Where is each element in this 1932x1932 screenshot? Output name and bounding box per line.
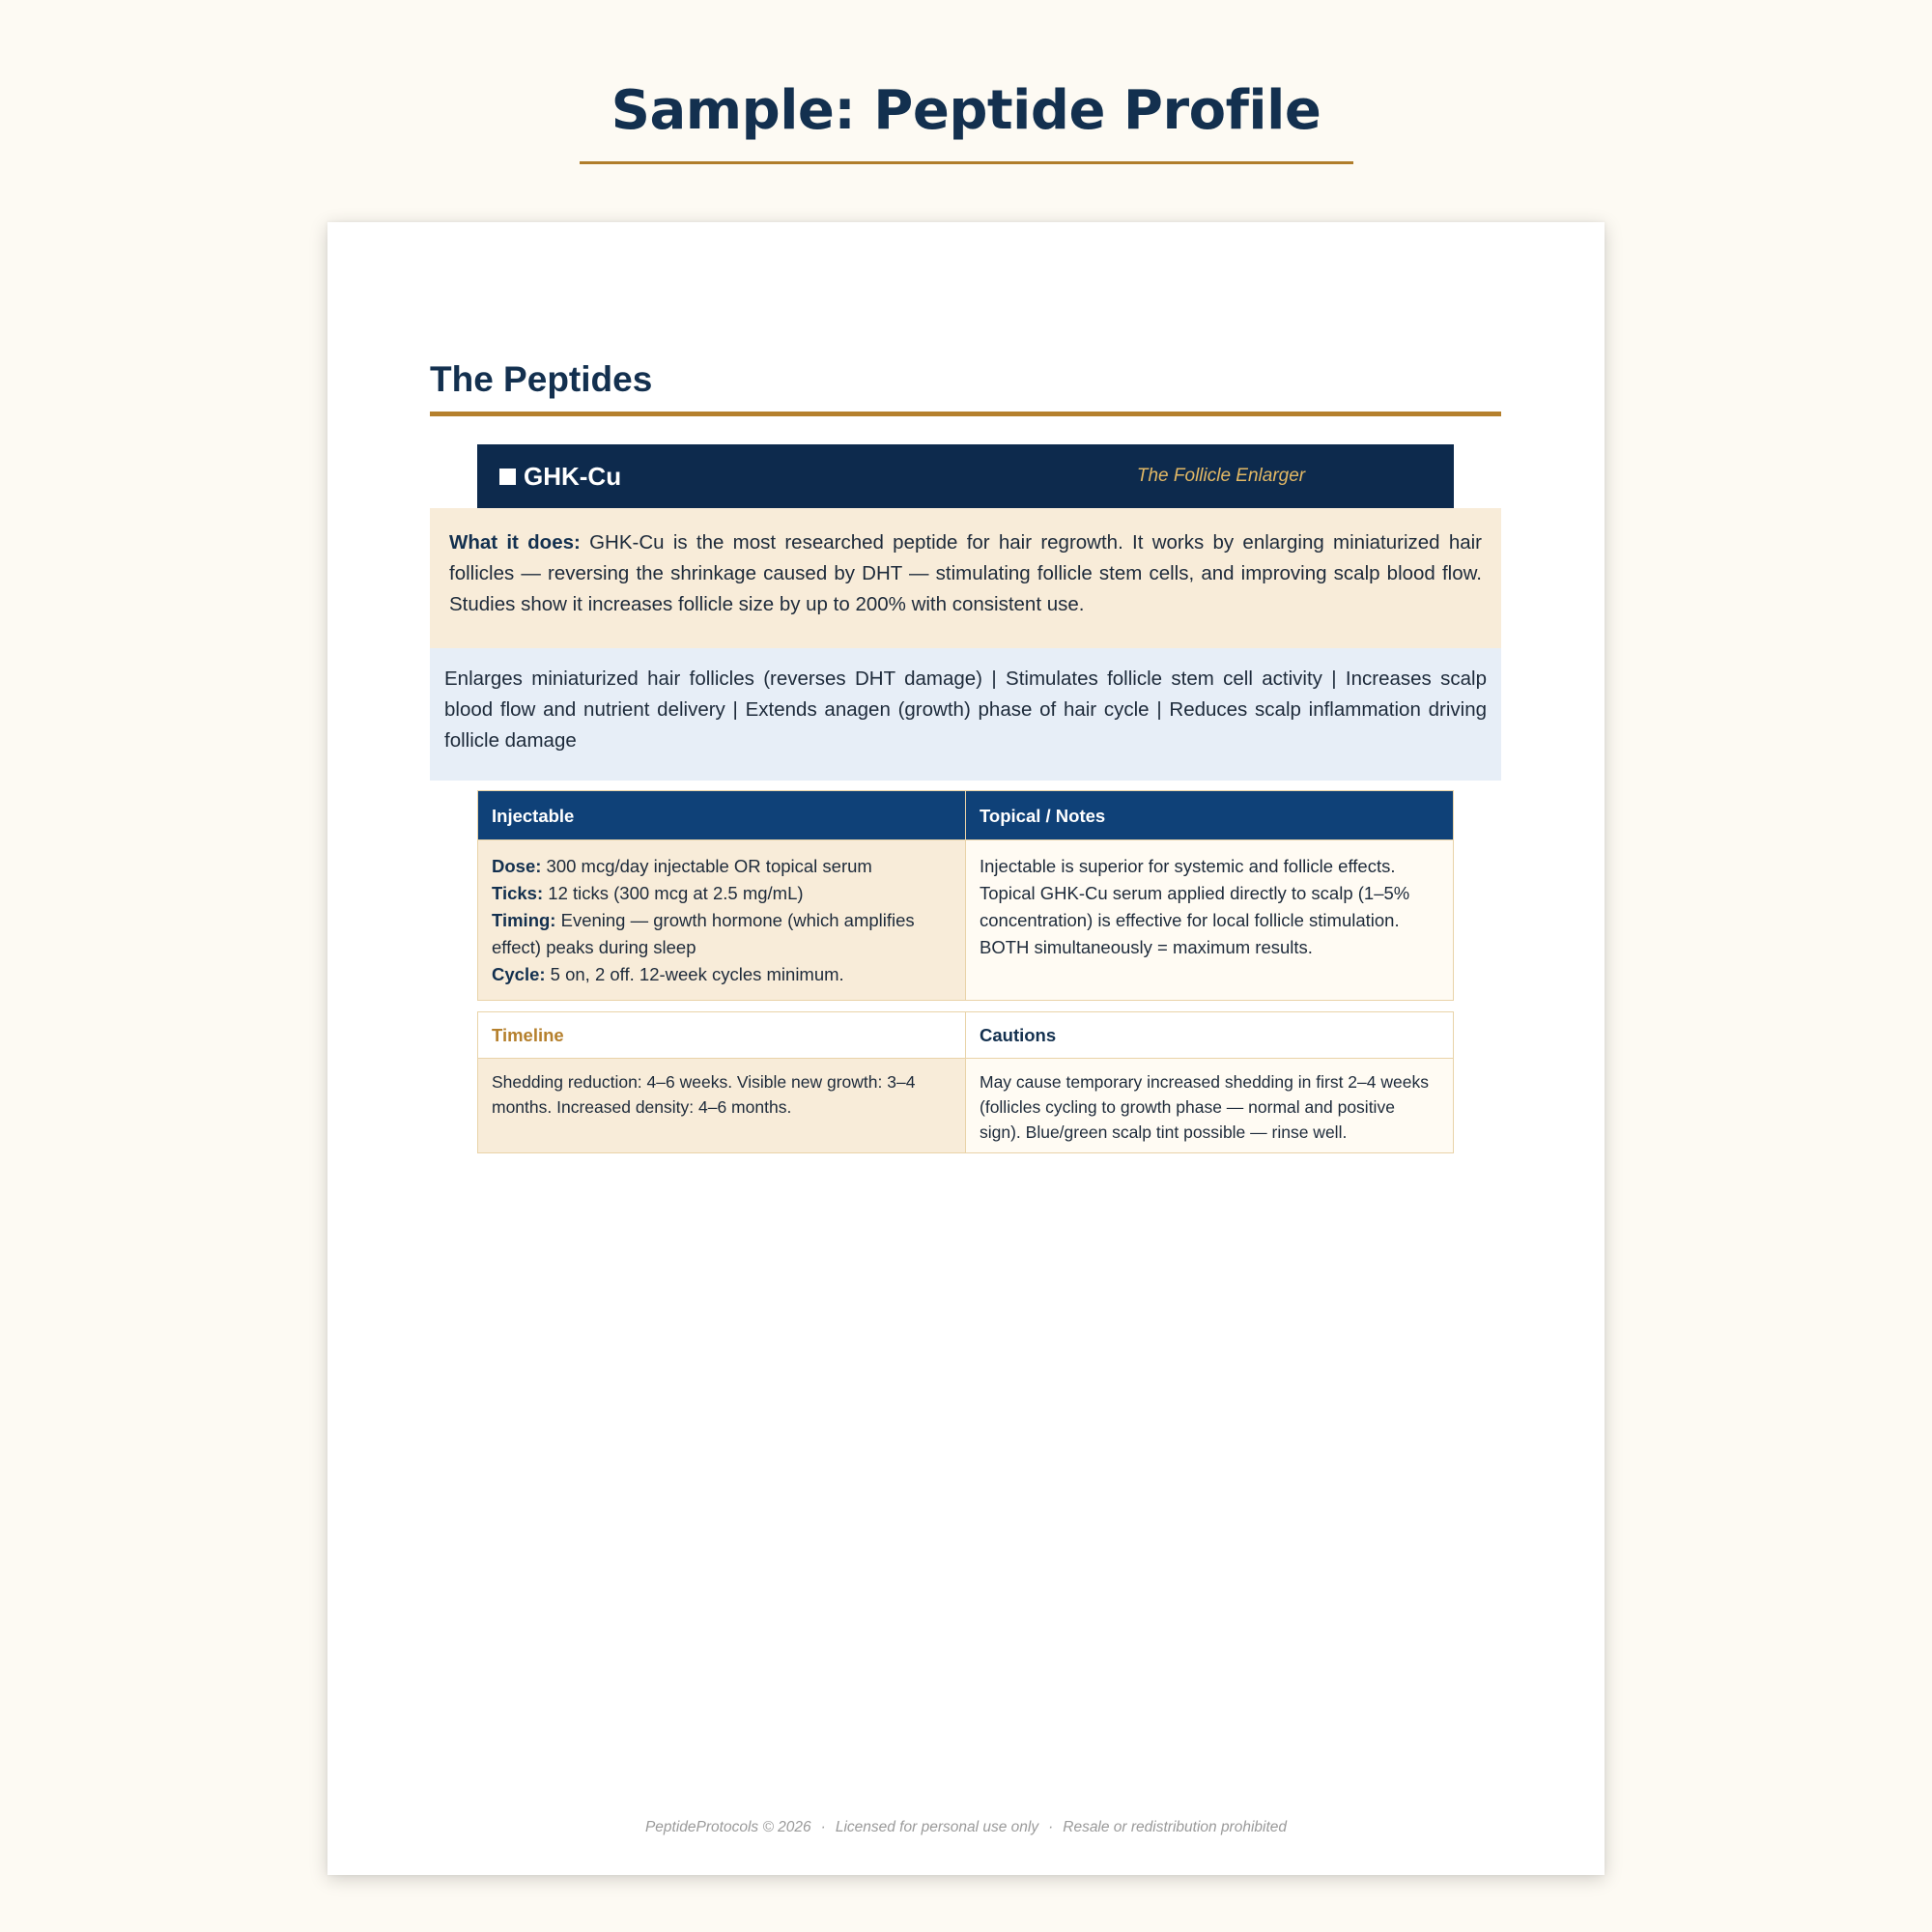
page-footer [327, 1819, 1605, 1836]
square-bullet-icon [499, 469, 516, 485]
timing-value: Evening — growth hormone (which amplifies effect) peaks during sleep [492, 910, 915, 957]
page-title: Sample: Peptide Profile [611, 79, 1321, 142]
cycle-value: 5 on, 2 off. 12-week cycles minimum. [545, 964, 844, 984]
benefits-box: Enlarges miniaturized hair follicles (reverses DHT damage) | Stimulates follicle stem cell activity | Increases scalp blood flow and nutrient delivery | Extends anagen (growth) phase of hair cycle | Reduces scalp inflammation driving follicle damage [430, 648, 1501, 781]
topical-notes-text: Injectable is superior for systemic and follicle effects. Topical GHK-Cu serum applied directly to scalp (1–5% concentration) is effective for local follicle stimulation. BOTH simultaneously = maximum results. [966, 839, 1453, 1000]
timeline-cautions-table [477, 1011, 1454, 1153]
section-divider [430, 412, 1501, 416]
injectable-details [478, 839, 966, 1000]
footer-resale: Resale or redistribution prohibited [1063, 1819, 1288, 1835]
footer-separator: · [1048, 1819, 1054, 1835]
what-it-does-text: GHK-Cu is the most researched peptide for hair regrowth. It works by enlarging miniaturized hair follicles — reversing the shrinkage caused by DHT — stimulating follicle stem cells, and improving scalp blood flow. Studies show it increases follicle size by up to 200% with consistent use. [449, 531, 1482, 615]
injectable-header: Injectable [478, 791, 966, 839]
dose-line [492, 853, 952, 880]
footer-license: Licensed for personal use only [835, 1819, 1039, 1835]
dosing-table [477, 790, 1454, 1001]
what-it-does-box [430, 508, 1501, 648]
page-header [0, 0, 1932, 193]
cycle-label: Cycle: [492, 964, 546, 984]
footer-copyright: PeptideProtocols © 2026 [644, 1819, 811, 1835]
what-it-does-label: What it does: [449, 531, 581, 554]
ticks-line [492, 880, 952, 907]
timing-label: Timing: [492, 910, 556, 930]
timeline-header: Timeline [478, 1012, 966, 1058]
dose-label: Dose: [492, 856, 542, 876]
section-title: The Peptides [430, 359, 653, 399]
footer-separator: · [820, 1819, 826, 1835]
topical-notes-header: Topical / Notes [966, 791, 1453, 839]
ticks-label: Ticks: [492, 883, 544, 903]
peptide-tagline: The Follicle Enlarger [1136, 466, 1306, 486]
timeline-text: Shedding reduction: 4–6 weeks. Visible new growth: 3–4 months. Increased density: 4–6 months. [478, 1058, 966, 1152]
timing-line [492, 907, 952, 961]
peptide-header-bar [477, 444, 1454, 508]
dose-value: 300 mcg/day injectable OR topical serum [541, 856, 872, 876]
peptide-name: GHK-Cu [524, 462, 622, 491]
cycle-line [492, 961, 952, 988]
ticks-value: 12 ticks (300 mcg at 2.5 mg/mL) [543, 883, 804, 903]
cautions-header: Cautions [966, 1012, 1453, 1058]
cautions-text: May cause temporary increased shedding in first 2–4 weeks (follicles cycling to growth phase — normal and positive sign). Blue/green scalp tint possible — rinse well. [966, 1058, 1453, 1152]
document-sheet [327, 222, 1605, 1875]
title-underline [580, 161, 1353, 164]
